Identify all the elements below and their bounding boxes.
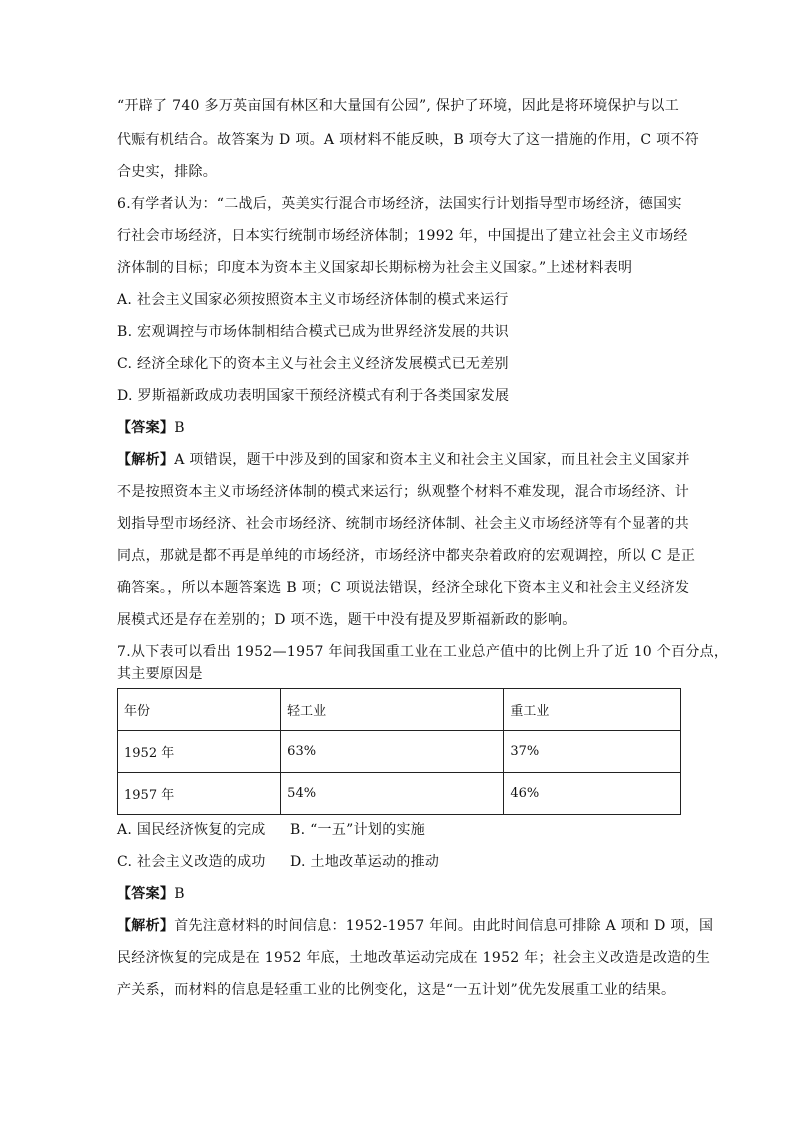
q7-analysis-line-2: 民经济恢复的完成是在 1952 年底，土地改革运动完成在 1952 年；社会主义改造是改造的生 bbox=[117, 950, 711, 966]
table-cell: 37% bbox=[504, 731, 681, 773]
table-header-row bbox=[118, 689, 681, 731]
q6-analysis-line-6: 展模式还是存在差别的；D 项不选，题干中没有提及罗斯福新政的影响。 bbox=[117, 612, 577, 628]
q6-answer bbox=[117, 418, 185, 438]
q7-analysis-label: 【解析】 bbox=[117, 918, 175, 934]
q7-options-row-1 bbox=[117, 820, 683, 840]
q6-answer-label: 【答案】 bbox=[117, 420, 175, 436]
table-header-light: 轻工业 bbox=[281, 689, 504, 731]
q6-answer-value: B bbox=[174, 420, 185, 436]
q6-stem-line-2: 行社会市场经济，日本实行统制市场经济体制；1992 年，中国提出了建立社会主义市场经 bbox=[117, 228, 688, 244]
production-table bbox=[117, 688, 681, 815]
q6-option-c: C. 经济全球化下的资本主义与社会主义经济发展模式已无差别 bbox=[117, 356, 509, 372]
table-cell: 46% bbox=[504, 773, 681, 815]
q7-answer-value: B bbox=[174, 886, 185, 902]
intro-line-1: “开辟了 740 多万英亩国有林区和大量国有公园”, 保护了环境，因此是将环境保护与以工 bbox=[117, 98, 680, 114]
q6-option-b: B. 宏观调控与市场体制相结合模式已成为世界经济发展的共识 bbox=[117, 324, 509, 340]
q7-option-b: B. “一五”计划的实施 bbox=[290, 822, 426, 838]
q6-option-a: A. 社会主义国家必须按照资本主义市场经济体制的模式来运行 bbox=[117, 292, 509, 308]
intro-line-3: 合史实，排除。 bbox=[117, 164, 218, 180]
q6-analysis-line-3: 划指导型市场经济、社会市场经济、统制市场经济体制、社会主义市场经济等有个显著的共 bbox=[117, 516, 689, 532]
q7-stem-line-1: 7.从下表可以看出 1952—1957 年间我国重工业在工业总产值中的比例上升了近 10 个百分点， bbox=[117, 644, 729, 660]
intro-line-2: 代赈有机结合。故答案为 D 项。A 项材料不能反映，B 项夸大了这一措施的作用，C 项不符 bbox=[117, 132, 700, 148]
q6-option-d: D. 罗斯福新政成功表明国家干预经济模式有利于各类国家发展 bbox=[117, 388, 510, 404]
q7-option-d: D. 土地改革运动的推动 bbox=[290, 854, 440, 870]
q6-analysis-line-4: 同点，那就是都不再是单纯的市场经济，市场经济中都夹杂着政府的宏观调控，所以 C 是正 bbox=[117, 548, 696, 564]
q7-analysis-text-1: 首先注意材料的时间信息：1952-1957 年间。由此时间信息可排除 A 项和 D 项，国 bbox=[174, 918, 714, 934]
q7-option-c: C. 社会主义改造的成功 bbox=[117, 854, 266, 870]
table-cell: 63% bbox=[281, 731, 504, 773]
q7-options-row-2 bbox=[117, 852, 683, 872]
q6-analysis-line-1 bbox=[117, 450, 690, 470]
q7-answer bbox=[117, 884, 185, 904]
q7-answer-label: 【答案】 bbox=[117, 886, 175, 902]
table-header-heavy: 重工业 bbox=[504, 689, 681, 731]
q7-analysis-line-3: 产关系，而材料的信息是轻重工业的比例变化，这是“一五计划”优先发展重工业的结果。 bbox=[117, 982, 676, 998]
q6-stem-line-3: 济体制的目标；印度本为资本主义国家却长期标榜为社会主义国家。”上述材料表明 bbox=[117, 260, 633, 276]
table-cell: 1952 年 bbox=[118, 731, 281, 773]
q7-option-a: A. 国民经济恢复的完成 bbox=[117, 822, 266, 838]
q7-analysis-line-1 bbox=[117, 916, 713, 936]
table-row bbox=[118, 731, 681, 773]
q6-analysis-text-1: A 项错误，题干中涉及到的国家和资本主义和社会主义国家，而且社会主义国家并 bbox=[174, 452, 690, 468]
q6-analysis-line-2: 不是按照资本主义市场经济体制的模式来运行；纵观整个材料不难发现，混合市场经济、计 bbox=[117, 484, 689, 500]
table-cell: 54% bbox=[281, 773, 504, 815]
q6-analysis-line-5: 确答案。，所以本题答案选 B 项；C 项说法错误，经济全球化下资本主义和社会主义经济发 bbox=[117, 580, 690, 596]
q6-analysis-label: 【解析】 bbox=[117, 452, 175, 468]
table-row bbox=[118, 773, 681, 815]
table-header-year: 年份 bbox=[118, 689, 281, 731]
q6-stem-line-1: 6.有学者认为：“二战后，英美实行混合市场经济，法国实行计划指导型市场经济，德国实 bbox=[117, 196, 682, 212]
table-cell: 1957 年 bbox=[118, 773, 281, 815]
q7-stem-line-2: 其主要原因是 bbox=[117, 666, 203, 682]
